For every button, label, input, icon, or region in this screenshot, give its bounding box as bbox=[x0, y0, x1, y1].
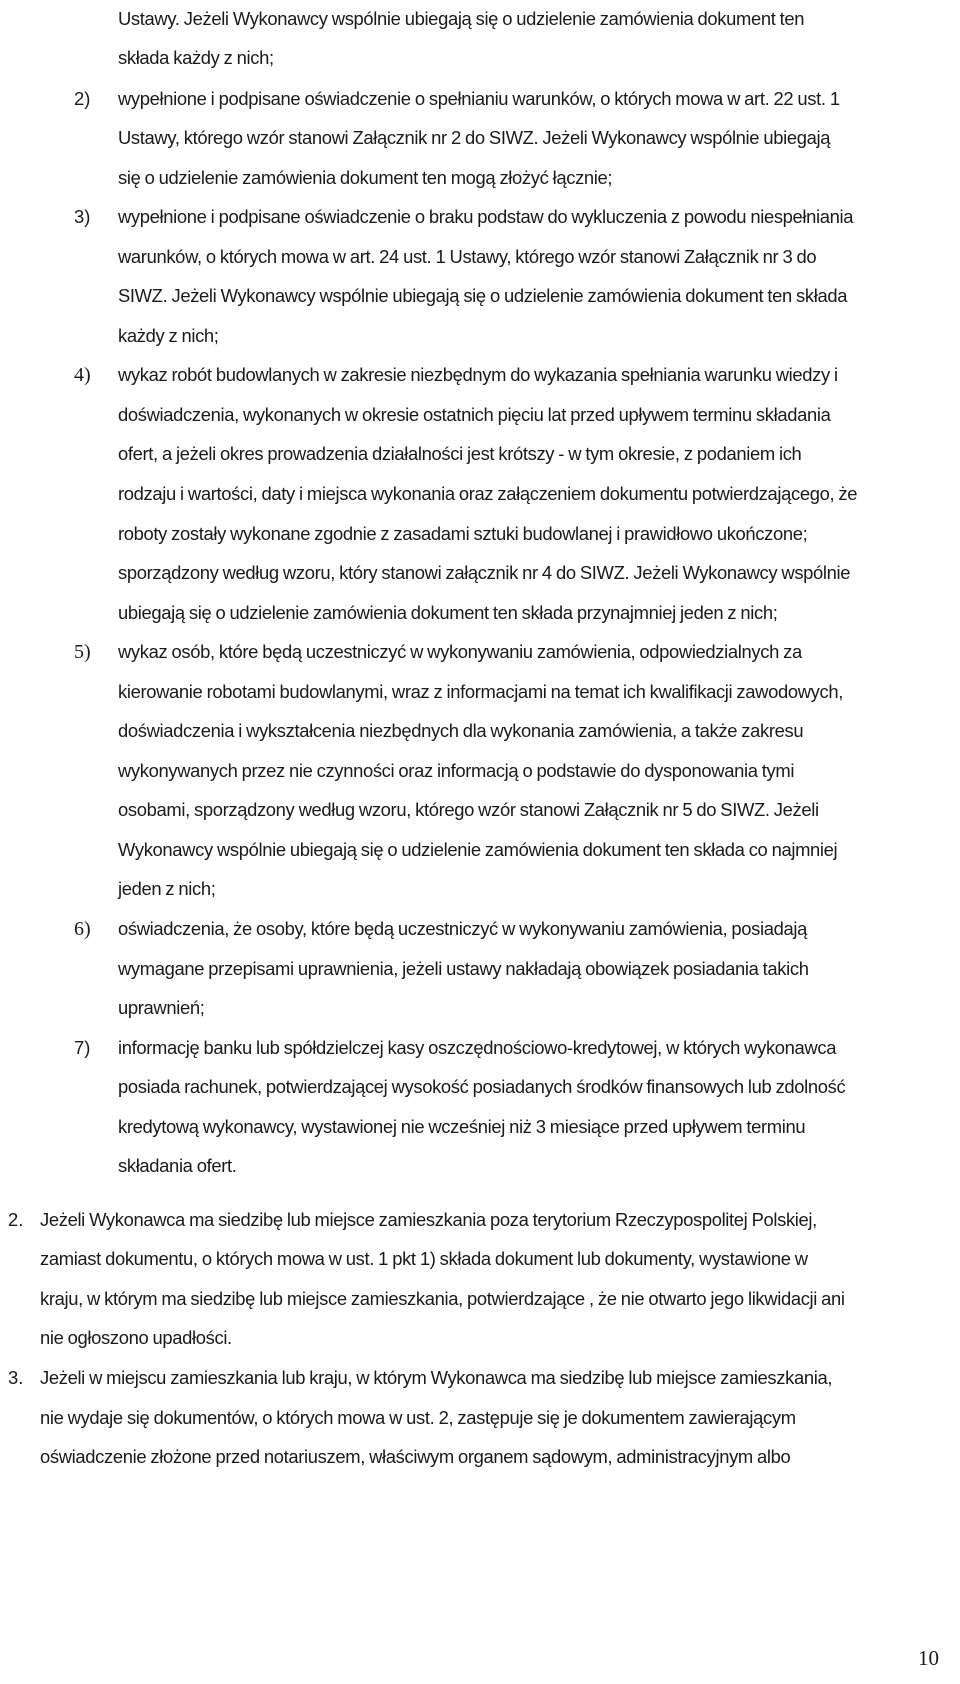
list-item-line: informację banku lub spółdzielczej kasy oszczędnościowo-kredytowej, w których wykonawca bbox=[118, 1036, 837, 1058]
paragraph-line: zamiast dokumentu, o których mowa w ust. 1 pkt 1) składa dokument lub dokumenty, wystawione w bbox=[40, 1248, 808, 1270]
list-item-line: roboty zostały wykonane zgodnie z zasadami sztuki budowlanej i prawidłowo ukończone; bbox=[118, 522, 808, 544]
continuation-line: Ustawy. Jeżeli Wykonawcy wspólnie ubiegają się o udzielenie zamówienia dokument ten bbox=[118, 7, 805, 29]
paragraph-marker: 3. bbox=[8, 1366, 24, 1388]
list-item-line: wykonywanych przez nie czynności oraz informacją o podstawie do dysponowania tymi bbox=[118, 759, 795, 781]
list-item-line: wykaz robót budowlanych w zakresie niezbędnym do wykazania spełniania warunku wiedzy i bbox=[118, 364, 838, 386]
list-item-line: Ustawy, którego wzór stanowi Załącznik nr 2 do SIWZ. Jeżeli Wykonawcy wspólnie ubiegają bbox=[118, 127, 831, 149]
paragraph-line: oświadczenie złożone przed notariuszem, właściwym organem sądowym, administracyjnym albo bbox=[40, 1446, 791, 1468]
paragraph-line: nie wydaje się dokumentów, o których mowa w ust. 2, zastępuje się je dokumentem zawierającym bbox=[40, 1406, 796, 1428]
list-item-line: sporządzony według wzoru, który stanowi załącznik nr 4 do SIWZ. Jeżeli Wykonawcy wspólnie bbox=[118, 562, 851, 584]
list-item-line: ofert, a jeżeli okres prowadzenia działalności jest krótszy - w tym okresie, z podaniem ich bbox=[118, 443, 802, 465]
list-marker: 6) bbox=[74, 917, 91, 940]
list-item-line: wypełnione i podpisane oświadczenie o braku podstaw do wykluczenia z powodu niespełniania bbox=[118, 206, 854, 228]
list-item-line: każdy z nich; bbox=[118, 324, 219, 346]
list-item-line: Wykonawcy wspólnie ubiegają się o udzielenie zamówienia dokument ten składa co najmniej bbox=[118, 838, 838, 860]
list-item-line: doświadczenia i wykształcenia niezbędnych dla wykonania zamówienia, a także zakresu bbox=[118, 720, 804, 742]
list-marker: 3) bbox=[74, 206, 91, 228]
list-item-line: doświadczenia, wykonanych w okresie ostatnich pięciu lat przed upływem terminu składania bbox=[118, 403, 831, 425]
list-item-line: warunków, o których mowa w art. 24 ust. 1 Ustawy, którego wzór stanowi Załącznik nr 3 do bbox=[118, 245, 817, 267]
list-item-line: wypełnione i podpisane oświadczenie o spełnianiu warunków, o których mowa w art. 22 ust. 1 bbox=[118, 87, 840, 109]
list-marker: 7) bbox=[74, 1036, 91, 1058]
list-item-line: składania ofert. bbox=[118, 1155, 237, 1177]
list-item-line: posiada rachunek, potwierdzającej wysokość posiadanych środków finansowych lub zdolność bbox=[118, 1076, 846, 1098]
paragraph-marker: 2. bbox=[8, 1208, 24, 1230]
list-item-line: się o udzielenie zamówienia dokument ten mogą złożyć łącznie; bbox=[118, 166, 613, 188]
list-item-line: wymagane przepisami uprawnienia, jeżeli ustawy nakładają obowiązek posiadania takich bbox=[118, 957, 809, 979]
list-item-line: uprawnień; bbox=[118, 997, 205, 1019]
list-item-line: wykaz osób, które będą uczestniczyć w wykonywaniu zamówienia, odpowiedzialnych za bbox=[118, 641, 802, 663]
list-item-line: jeden z nich; bbox=[118, 878, 216, 900]
page-number: 10 bbox=[918, 1646, 939, 1670]
list-marker: 5) bbox=[74, 641, 91, 664]
list-item-line: kierowanie robotami budowlanymi, wraz z informacjami na temat ich kwalifikacji zawodowych, bbox=[118, 680, 843, 702]
list-marker: 2) bbox=[74, 87, 91, 109]
list-item-line: rodzaju i wartości, daty i miejsca wykonania oraz załączeniem dokumentu potwierdzającego, że bbox=[118, 482, 858, 504]
paragraph-line: kraju, w którym ma siedzibę lub miejsce zamieszkania, potwierdzające , że nie otwarto jego likwidacji ani bbox=[40, 1287, 845, 1309]
paragraph-line: Jeżeli Wykonawca ma siedzibę lub miejsce zamieszkania poza terytorium Rzeczypospolitej Polskiej, bbox=[40, 1208, 817, 1230]
paragraph-line: nie ogłoszono upadłości. bbox=[40, 1327, 232, 1349]
list-item-line: osobami, sporządzony według wzoru, którego wzór stanowi Załącznik nr 5 do SIWZ. Jeżeli bbox=[118, 799, 819, 821]
list-item-line: oświadczenia, że osoby, które będą uczestniczyć w wykonywaniu zamówienia, posiadają bbox=[118, 917, 807, 939]
paragraph-line: Jeżeli w miejscu zamieszkania lub kraju, w którym Wykonawca ma siedzibę lub miejsce zamieszkania, bbox=[40, 1366, 833, 1388]
list-marker: 4) bbox=[74, 364, 91, 387]
list-item-line: SIWZ. Jeżeli Wykonawcy wspólnie ubiegają się o udzielenie zamówienia dokument ten składa bbox=[118, 285, 848, 307]
list-item-line: kredytową wykonawcy, wystawionej nie wcześniej niż 3 miesiące przed upływem terminu bbox=[118, 1115, 806, 1137]
continuation-line: składa każdy z nich; bbox=[118, 47, 274, 69]
list-item-line: ubiegają się o udzielenie zamówienia dokument ten składa przynajmniej jeden z nich; bbox=[118, 601, 778, 623]
